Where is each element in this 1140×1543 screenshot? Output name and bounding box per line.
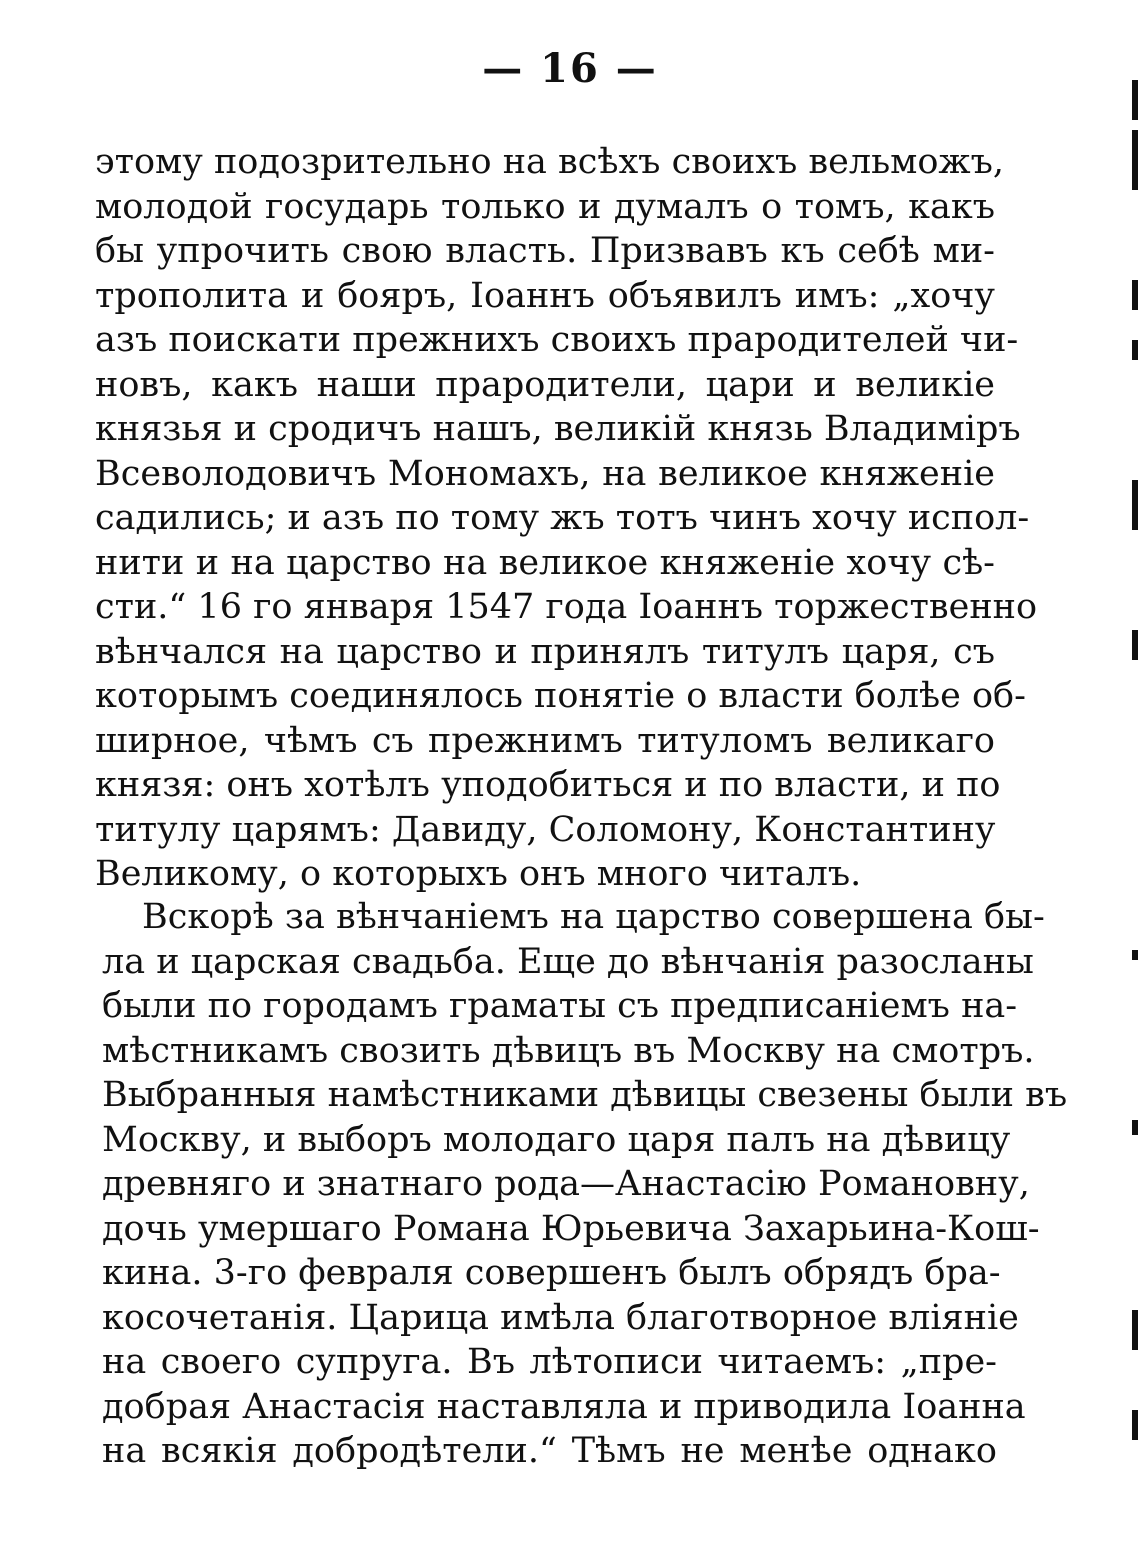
text-line: сти.“ 16 го января 1547 года Іоаннъ торжественно: [95, 587, 1038, 627]
text-line: Вскорѣ за вѣнчаніемъ на царство совершена бы-: [142, 897, 1045, 937]
paragraph-2: [102, 895, 1068, 1474]
text-line: древняго и знатнаго рода—Анастасію Романовну,: [102, 1164, 1030, 1204]
text-line: Всеволодовичъ Мономахъ, на великое княженіе: [95, 453, 995, 494]
text-line: на всякія добродѣтели.“ Тѣмъ не менѣе однако: [102, 1431, 997, 1471]
text-line: кина. 3-го февраля совершенъ былъ обрядъ бра-: [102, 1253, 1001, 1293]
text-line: садились; и азъ по тому жъ тотъ чинъ хочу испол-: [95, 498, 1030, 538]
text-line: Москву, и выборъ молодаго царя палъ на дѣвицу: [102, 1119, 1011, 1160]
text-line: добрая Анастасія наставляла и приводила Іоанна: [102, 1386, 1026, 1427]
text-line: мѣстникамъ свозить дѣвицъ въ Москву на смотръ.: [102, 1030, 1035, 1071]
text-line: нити и на царство на великое княженіе хочу сѣ-: [95, 542, 995, 583]
scan-edge-marks: [1126, 70, 1140, 1470]
text-line: Великому, о которыхъ онъ много читалъ.: [95, 854, 862, 894]
text-line: которымъ соединялось понятіе о власти болѣе об-: [95, 676, 1026, 716]
text-line: вѣнчался на царство и принялъ титулъ царя, съ: [95, 631, 995, 672]
text-line: ла и царская свадьба. Еще до вѣнчанія разосланы: [102, 941, 1034, 982]
page-number: — 16 —: [482, 45, 658, 92]
text-line: князья и сродичъ нашъ, великій князь Владиміръ: [95, 409, 1021, 449]
text-line: были по городамъ граматы съ предписаніемъ на-: [102, 986, 1018, 1026]
text-line: бы упрочить свою власть. Призвавъ къ себѣ ми-: [95, 231, 995, 271]
text-line: молодой государь только и думалъ о томъ, какъ: [95, 186, 995, 227]
text-line: этому подозрительно на всѣхъ своихъ вельможъ,: [95, 142, 1005, 182]
text-line: дочь умершаго Романа Юрьевича Захарьина-Кош-: [102, 1208, 1040, 1249]
text-line: Выбранныя намѣстниками дѣвицы свезены были въ: [102, 1075, 1068, 1115]
text-line: на своего супруга. Въ лѣтописи читаемъ: „пре-: [102, 1342, 997, 1382]
text-line: новъ, какъ наши прародители, цари и великіе: [95, 364, 995, 405]
text-line: титулу царямъ: Давиду, Соломону, Константину: [95, 809, 996, 850]
paragraph-1: [95, 140, 1038, 897]
text-line: ширное, чѣмъ съ прежнимъ титуломъ великаго: [95, 720, 995, 761]
text-line: косочетанія. Царица имѣла благотворное вліяніе: [102, 1297, 1019, 1338]
text-line: князя: онъ хотѣлъ уподобиться и по власти, и по: [95, 765, 1001, 805]
text-line: трополита и бояръ, Іоаннъ объявилъ имъ: „хочу: [95, 275, 995, 316]
text-line: азъ поискати прежнихъ своихъ прародителей чи-: [95, 320, 1019, 360]
